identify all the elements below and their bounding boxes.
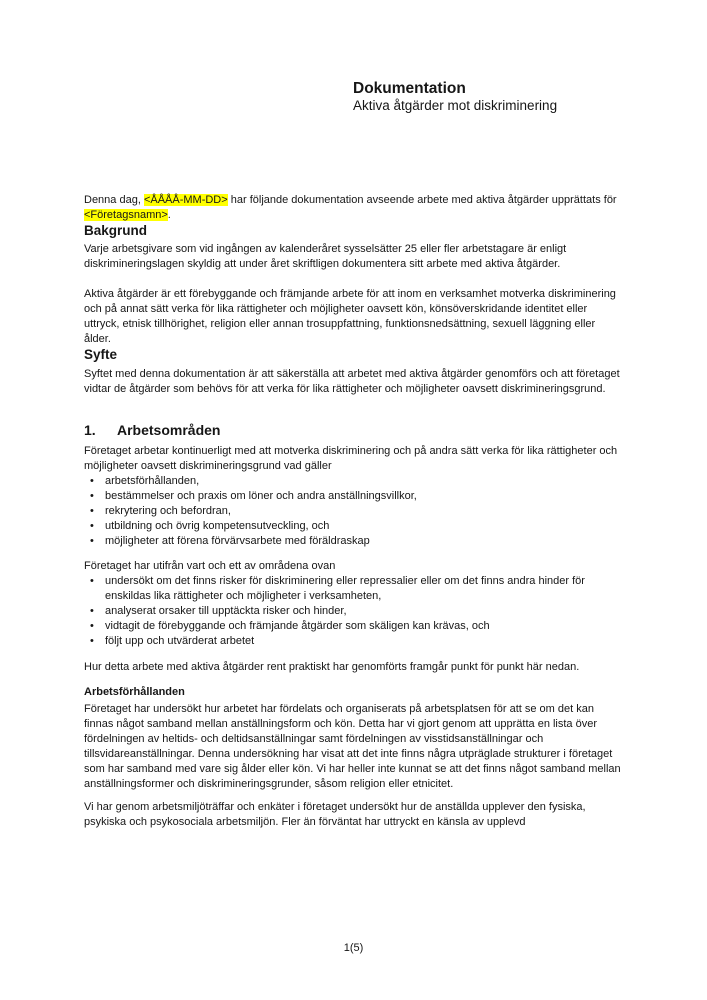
section-heading-syfte: Syfte [84, 347, 118, 362]
page-number: 1(5) [343, 942, 364, 954]
document-title: Dokumentation [353, 80, 466, 97]
arbetsomraden-paragraph-1: Företaget arbetar kontinuerligt med att motverka diskriminering och på andra sätt verka för lika rättigheter och möjligheter oavsett diskrimineringsgrund vad gäller [84, 445, 618, 472]
arbetsomraden-paragraph-3: Hur detta arbete med aktiva åtgärder rent praktiskt har genomförts framgår punkt för punkt här nedan. [84, 661, 580, 673]
section-title-text: Arbetsområden [117, 422, 221, 438]
section-heading-arbetsomraden [84, 421, 625, 439]
list-item: • bestämmelser och praxis om löner och andra anställningsvillkor, [84, 489, 625, 504]
bakgrund-paragraph-1: Varje arbetsgivare som vid ingången av kalenderåret sysselsätter 25 eller fler arbetstagare är enligt diskrimineringslagen skyldig att under året skriftligen dokumentera sitt arbete med aktiva åtgärder. [84, 243, 567, 270]
list-item: • vidtagit de förebyggande och främjande åtgärder som skäligen kan krävas, och [84, 619, 625, 634]
intro-paragraph [84, 193, 625, 223]
arbetsforhallanden-paragraph-2: Vi har genom arbetsmiljöträffar och enkäter i företaget undersökt hur de anställda upplever den fysiska, psykiska och psykosociala arbetsmiljön. Fler än förväntat har uttryckt en känsla av upplevd [84, 801, 586, 828]
list-item: • utbildning och övrig kompetensutveckling, och [84, 519, 625, 534]
section-number: 1. [84, 422, 96, 438]
list-item: • följt upp och utvärderat arbetet [84, 634, 625, 649]
arbetsforhallanden-paragraph-1: Företaget har undersökt hur arbetet har fördelats och organiserats på arbetsplatsen för att se om det kan finnas något samband mellan anställningsform och kön. Detta har vi gjort genom att upprätta en lista över fördelningen av heltids- och deltidsanställningar samt fördelningen av visstidsanställningar och tillsvidareanställningar. Denna undersökning har visat att det inte finns några utpräglade strukturer i företaget som har samband med vare sig ålder eller kön. Vi har heller inte kunnat se att det finns något samband mellan anställningsformer och diskrimineringsgrunder, såsom religion eller etnicitet. [84, 703, 621, 790]
work-areas-bullet-list [84, 474, 625, 549]
subsection-heading-arbetsforhallanden: Arbetsförhållanden [84, 686, 185, 698]
intro-text-between: har följande dokumentation avseende arbete med aktiva åtgärder upprättats för [227, 194, 617, 206]
list-item: • undersökt om det finns risker för diskriminering eller repressalier eller om det finns andra hinder för enskildas lika rättigheter och möjligheter i verksamheten, [84, 574, 625, 604]
measures-bullet-list [84, 574, 625, 649]
intro-text-before-date: Denna dag, [84, 194, 144, 206]
list-item: • arbetsförhållanden, [84, 474, 625, 489]
date-placeholder: <ÅÅÅÅ-MM-DD> [143, 194, 228, 206]
title-block [353, 80, 625, 114]
syfte-paragraph: Syftet med denna dokumentation är att säkerställa att arbetet med aktiva åtgärder genomförs och att företaget vidtar de åtgärder som behövs för att verka för lika rättigheter och möjligheter oavsett diskrimineringsgrund. [84, 368, 620, 395]
document-subtitle: Aktiva åtgärder mot diskriminering [353, 98, 558, 113]
list-item: • analyserat orsaker till upptäckta risker och hinder, [84, 604, 625, 619]
bakgrund-paragraph-2: Aktiva åtgärder är ett förebyggande och främjande arbete för att inom en verksamhet motverka diskriminering och på annat sätt verka för lika rättigheter och möjligheter oavsett kön, könsöverskridande identitet eller uttryck, etnisk tillhörighet, religion eller annan trosuppfattning, funktionsnedsättning, sexuell läggning eller ålder. [84, 288, 616, 345]
company-name-placeholder: <Företagsnamn> [84, 209, 168, 221]
arbetsomraden-paragraph-2: Företaget har utifrån vart och ett av områdena ovan [84, 560, 336, 572]
intro-text-after: . [167, 209, 171, 221]
section-heading-bakgrund: Bakgrund [84, 223, 148, 238]
list-item: • möjligheter att förena förvärvsarbete med föräldraskap [84, 534, 625, 549]
list-item: • rekrytering och befordran, [84, 504, 625, 519]
